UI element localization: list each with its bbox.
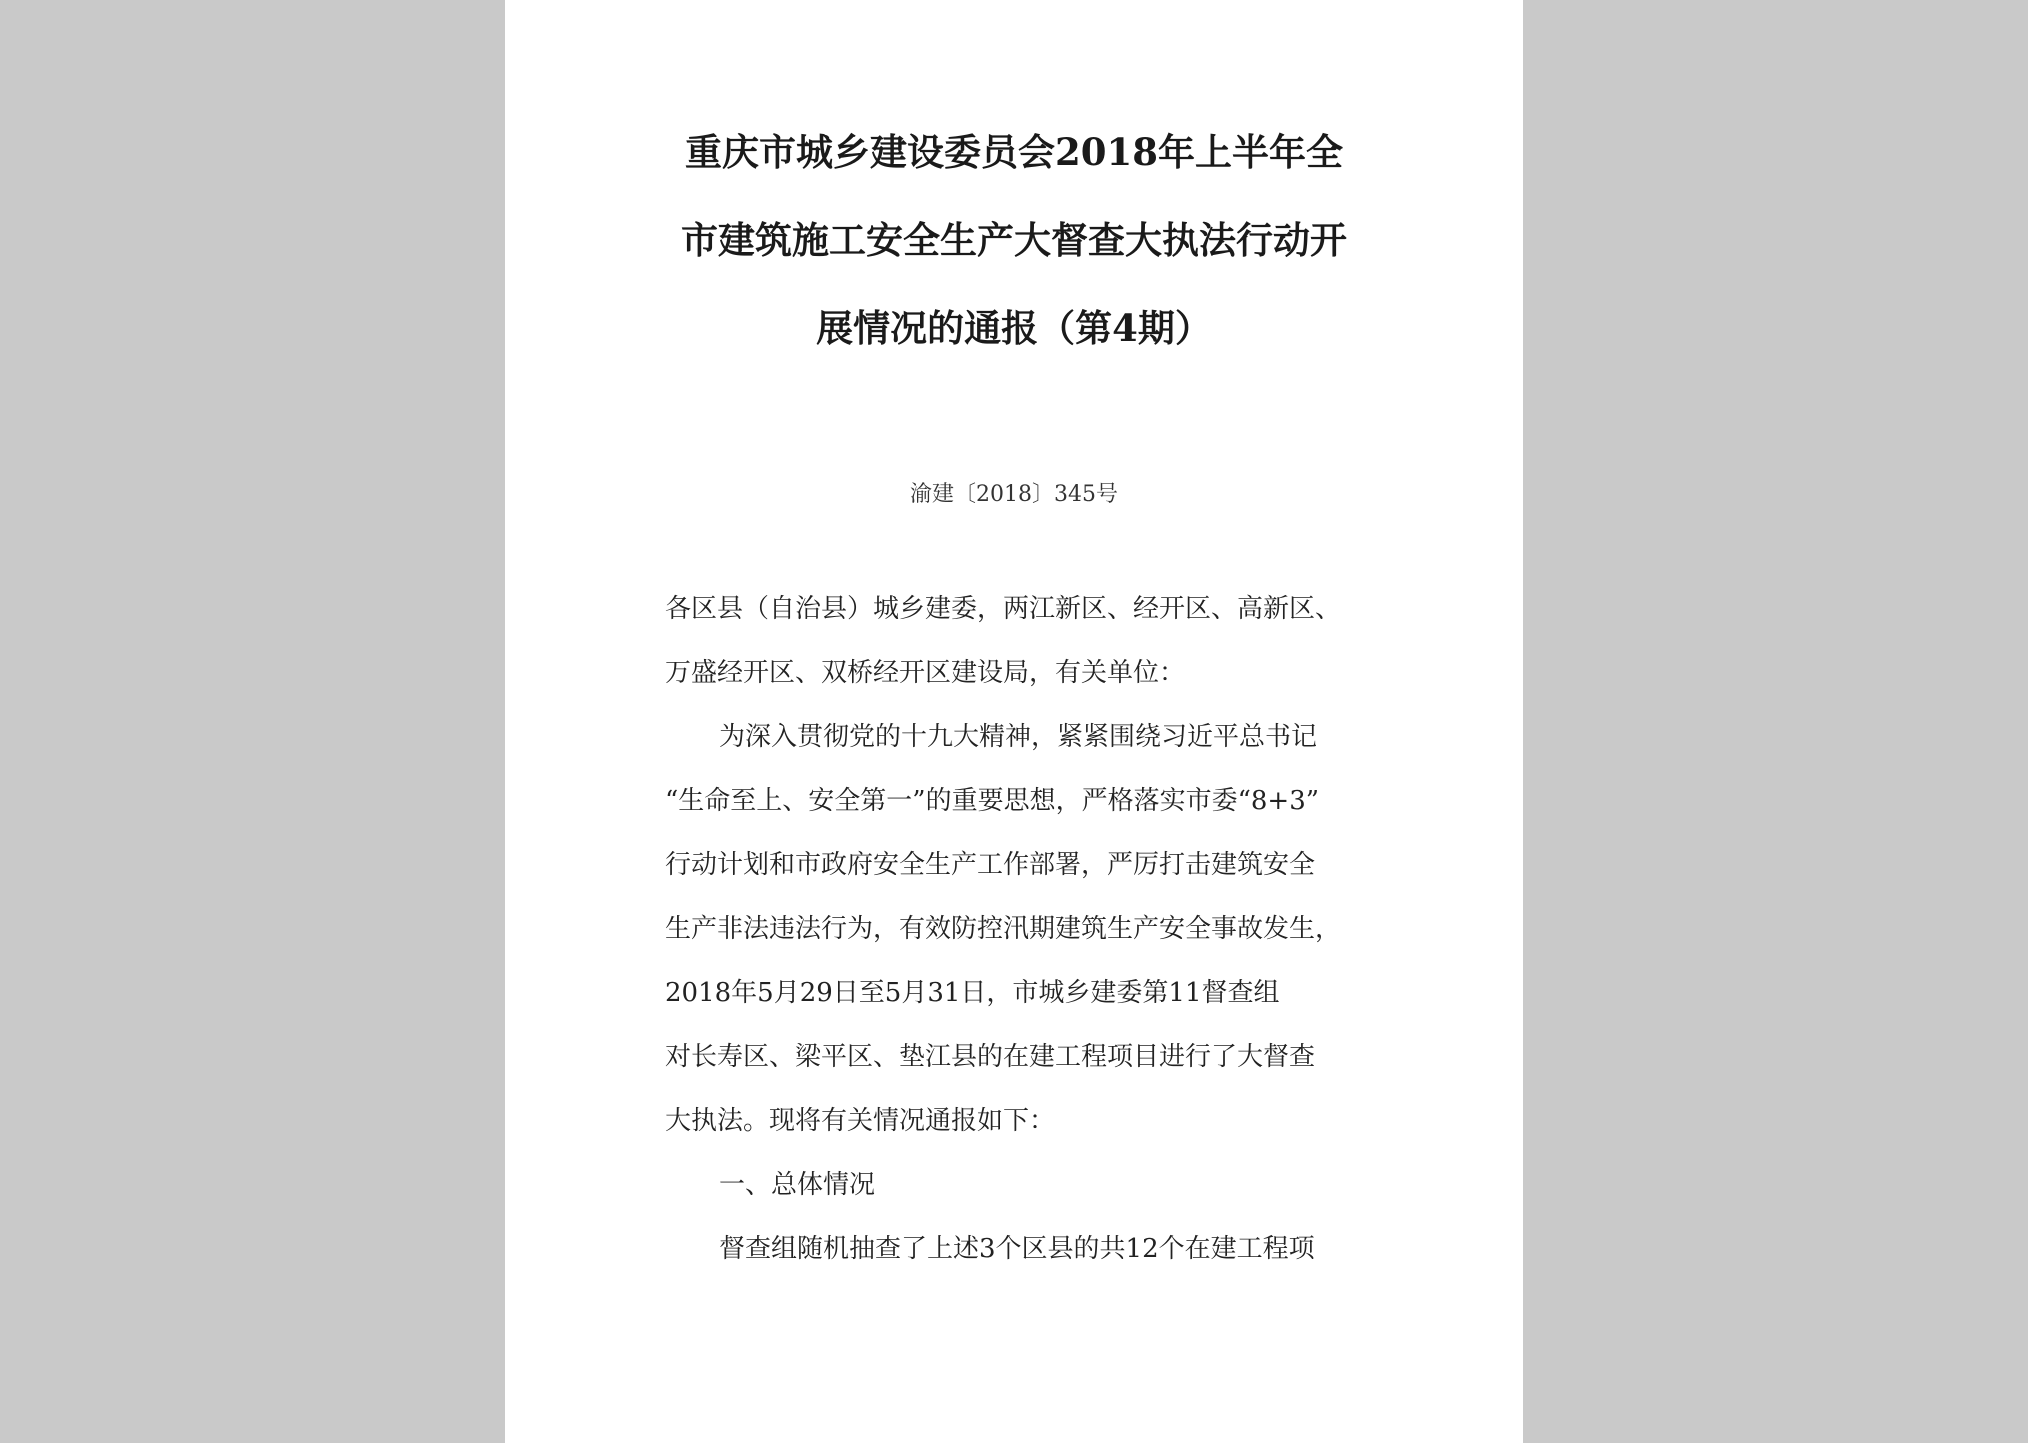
body-line-2: 万盛经开区、双桥经开区建设局，有关单位： bbox=[665, 658, 1186, 688]
body-line-9: 大执法。现将有关情况通报如下： bbox=[665, 1106, 1056, 1136]
body-line-11: 督查组随机抽查了上述3个区县的共12个在建工程项 bbox=[719, 1234, 1315, 1264]
body-line-6: 生产非法违法行为，有效防控汛期建筑生产安全事故发生， bbox=[665, 914, 1342, 944]
title-line-2: 市建筑施工安全生产大督查大执法行动开 bbox=[681, 218, 1347, 262]
section-heading-overview: 一、总体情况 bbox=[719, 1170, 876, 1200]
title-line-1: 重庆市城乡建设委员会2018年上半年全 bbox=[685, 130, 1343, 174]
body-line-1: 各区县（自治县）城乡建委，两江新区、经开区、高新区、 bbox=[665, 594, 1342, 624]
title-line-3: 展情况的通报（第4期） bbox=[816, 306, 1212, 350]
body-line-4: “生命至上、安全第一”的重要思想，严格落实市委“8+3” bbox=[665, 786, 1320, 816]
body-line-3: 为深入贯彻党的十九大精神，紧紧围绕习近平总书记 bbox=[719, 722, 1318, 752]
document-page bbox=[505, 0, 1523, 1443]
body-line-5: 行动计划和市政府安全生产工作部署，严厉打击建筑安全 bbox=[665, 850, 1316, 880]
body-line-7: 2018年5月29日至5月31日，市城乡建委第11督查组 bbox=[665, 978, 1280, 1008]
body-line-8: 对长寿区、梁平区、垫江县的在建工程项目进行了大督查 bbox=[665, 1042, 1316, 1072]
document-number: 渝建〔2018〕345号 bbox=[910, 482, 1118, 507]
